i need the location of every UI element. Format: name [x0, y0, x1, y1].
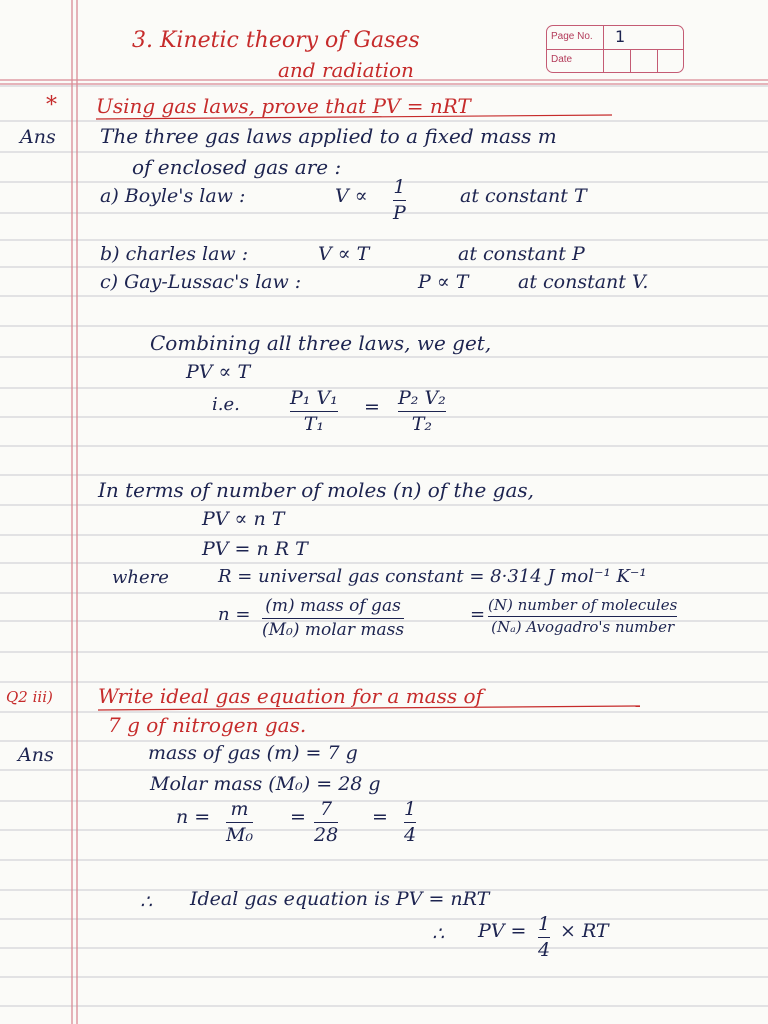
- fraction-2-numerator: P₂ V₂: [398, 387, 446, 409]
- final-equation-fraction: [538, 914, 550, 961]
- law-a-relation: V ∝: [335, 185, 368, 207]
- n-calc-value-denominator: 28: [314, 824, 339, 847]
- page-title: 3. Kinetic theory of Gases: [132, 28, 420, 53]
- law-b-relation: V ∝ T: [318, 243, 370, 265]
- equals-sign: =: [364, 396, 380, 418]
- answer-label-2: Ans: [18, 744, 54, 766]
- answer-label-1: Ans: [20, 126, 56, 148]
- law-a-denominator: P: [393, 202, 406, 225]
- state-fraction-1: [290, 388, 338, 435]
- law-c-condition: at constant V.: [518, 271, 649, 293]
- question-2-line-1: Write ideal gas equation for a mass of: [98, 684, 483, 708]
- law-a-label: a) Boyle's law :: [100, 185, 246, 207]
- question-1: Using gas laws, prove that PV = nRT: [96, 94, 471, 118]
- law-a-condition: at constant T: [460, 185, 587, 207]
- fraction-2-denominator: T₂: [411, 413, 433, 436]
- n-calc-value-numerator: 7: [320, 798, 333, 820]
- combining-line: Combining all three laws, we get,: [150, 331, 492, 355]
- n-calc-fraction-values: [314, 799, 338, 846]
- n-definition-fraction-2: [488, 597, 677, 636]
- n-fraction-1-numerator: (m) mass of gas: [265, 596, 401, 616]
- law-a-numerator: 1: [393, 176, 406, 198]
- final-equation-start: PV =: [478, 920, 527, 942]
- question-2-marker: Q2 iii): [6, 688, 53, 706]
- law-b-label: b) charles law :: [100, 243, 249, 265]
- question-marker: *: [46, 93, 57, 118]
- page-info-box: [546, 25, 684, 73]
- n-calc-fraction-result: [404, 799, 416, 846]
- law-c-label: c) Gay-Lussac's law :: [100, 271, 302, 293]
- ideal-gas-equation-line: Ideal gas equation is PV = nRT: [190, 888, 490, 910]
- n-calc-denominator: M₀: [226, 824, 254, 847]
- n-calc-numerator: m: [230, 798, 249, 820]
- intro-line-1: The three gas laws applied to a fixed mass m: [100, 124, 557, 148]
- n-fraction-1-denominator: (M₀) molar mass: [262, 620, 405, 641]
- n-definition-start: n =: [218, 604, 251, 625]
- question-2-line-2: 7 g of nitrogen gas.: [108, 713, 307, 737]
- final-therefore-symbol: ∴: [432, 923, 445, 945]
- n-fraction-2-denominator: (Nₐ) Avogadro's number: [491, 618, 675, 636]
- page-no-value: 1: [615, 27, 626, 46]
- moles-line: In terms of number of moles (n) of the gas,: [98, 478, 535, 502]
- pv-proportional-t: PV ∝ T: [186, 361, 251, 383]
- molar-mass-line: Molar mass (M₀) = 28 g: [150, 773, 381, 795]
- pv-proportional-nt: PV ∝ n T: [202, 508, 285, 530]
- n-calc-fraction-m: [226, 799, 253, 846]
- n-calc-equals-2: =: [372, 806, 388, 828]
- n-calc-start: n =: [176, 806, 211, 828]
- state-fraction-2: [398, 388, 446, 435]
- n-fraction-2-numerator: (N) number of molecules: [488, 596, 678, 614]
- r-definition: R = universal gas constant = 8·314 J mol⁻¹ K⁻¹: [218, 566, 647, 587]
- law-b-condition: at constant P: [458, 243, 585, 265]
- fraction-1-numerator: P₁ V₁: [290, 387, 338, 409]
- ie-label: i.e.: [212, 394, 240, 415]
- n-calc-result-denominator: 4: [404, 824, 417, 847]
- final-numerator: 1: [538, 913, 551, 935]
- n-calc-result-numerator: 1: [404, 798, 417, 820]
- where-label: where: [112, 567, 169, 588]
- fraction-1-denominator: T₁: [303, 413, 325, 436]
- mass-of-gas-line: mass of gas (m) = 7 g: [148, 742, 358, 764]
- n-definition-equals: =: [470, 604, 486, 625]
- date-label: Date: [551, 54, 573, 65]
- intro-line-2: of enclosed gas are :: [132, 155, 342, 179]
- pv-equals-nrt: PV = n R T: [202, 538, 308, 560]
- final-denominator: 4: [538, 939, 551, 962]
- therefore-symbol: ∴: [140, 891, 153, 913]
- n-definition-fraction-1: [262, 597, 404, 640]
- page-no-label: Page No.: [551, 31, 593, 42]
- final-equation-end: × RT: [560, 920, 609, 942]
- page-subtitle: and radiation: [278, 58, 414, 82]
- law-a-fraction: [393, 177, 406, 224]
- n-calc-equals-1: =: [290, 806, 306, 828]
- law-c-relation: P ∝ T: [418, 271, 469, 293]
